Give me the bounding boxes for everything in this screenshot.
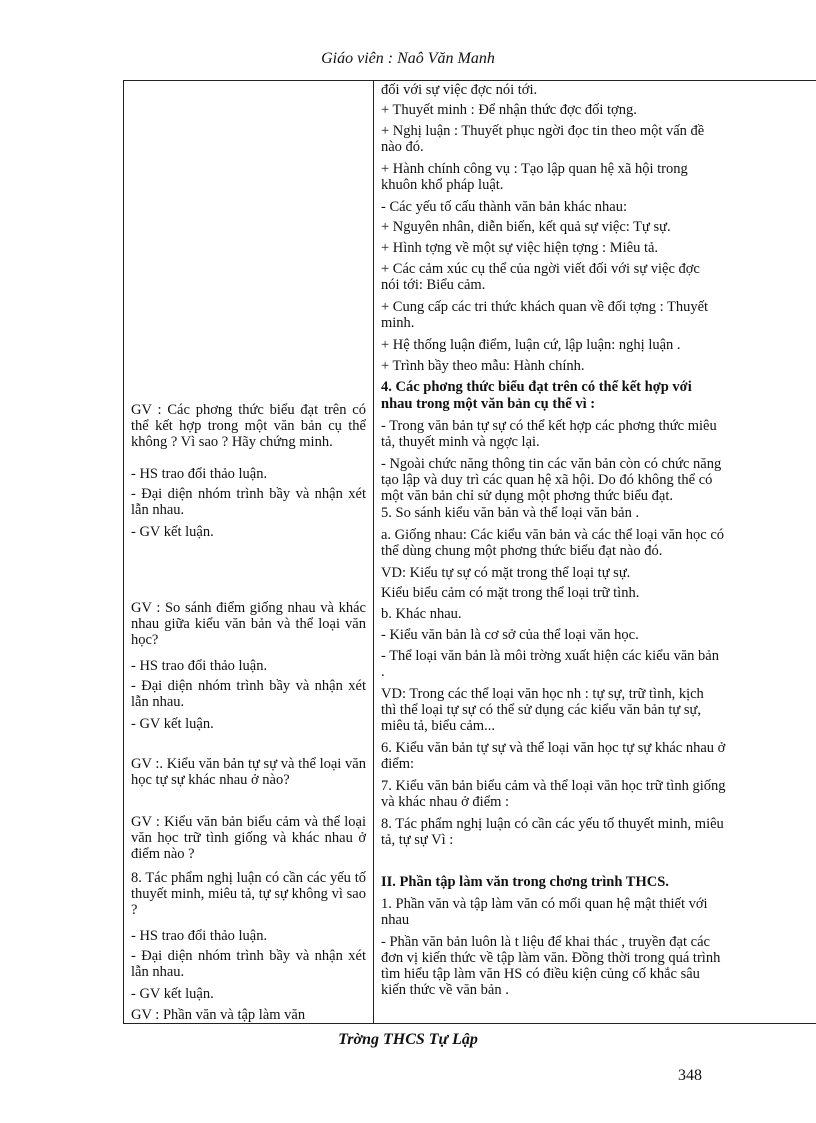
content-line: . bbox=[381, 664, 385, 680]
content-line: - Thể loại văn bản là môi trờng xuất hiện các kiểu văn bản bbox=[381, 648, 719, 664]
content-line: b. Khác nhau. bbox=[381, 606, 462, 622]
activity-paragraph: GV : Kiểu văn bản biểu cảm và thể loại văn học trữ tình giống và khác nhau ở điểm nào ? bbox=[131, 814, 366, 862]
content-line: tìm hiểu tập làm văn HS có điều kiện củng cố khắc sâu bbox=[381, 966, 700, 982]
activity-paragraph: GV : Các phơng thức biểu đạt trên có thể kết hợp trong một văn bản cụ thể không ? Vì sao ? Hãy chứng minh. bbox=[131, 402, 366, 450]
column-divider bbox=[373, 80, 374, 1024]
activity-paragraph: - HS trao đổi thảo luận. bbox=[131, 466, 268, 482]
content-line: đối với sự việc đợc nói tới. bbox=[381, 82, 538, 98]
content-line: kiến thức về văn bản . bbox=[381, 982, 509, 998]
content-line: 7. Kiểu văn bản biểu cảm và thể loại văn học trữ tình giống bbox=[381, 778, 726, 794]
activity-paragraph: - HS trao đổi thảo luận. bbox=[131, 928, 268, 944]
content-line: + Thuyết minh : Để nhận thức đợc đối tợng. bbox=[381, 102, 637, 118]
activity-paragraph: - GV kết luận. bbox=[131, 716, 214, 732]
content-line: a. Giống nhau: Các kiểu văn bản và các thể loại văn học có bbox=[381, 527, 725, 543]
content-line: VD: Kiểu tự sự có mặt trong thể loại tự sự. bbox=[381, 565, 631, 581]
content-line: nói tới: Biểu cảm. bbox=[381, 277, 486, 293]
content-line: thì thể loại tự sự có thể sử dụng các kiểu văn bản tự sự, bbox=[381, 702, 701, 718]
content-line: nhau bbox=[381, 912, 410, 928]
content-line: - Các yếu tố cấu thành văn bản khác nhau: bbox=[381, 199, 628, 215]
content-line: miêu tả, biểu cảm... bbox=[381, 718, 495, 734]
content-line: tạo lập và duy trì các quan hệ xã hội. Do đó không thể có bbox=[381, 472, 713, 488]
activity-paragraph: - Đại diện nhóm trình bầy và nhận xét lẫn nhau. bbox=[131, 948, 366, 980]
content-line: + Hình tợng về một sự việc hiện tợng : Miêu tả. bbox=[381, 240, 659, 256]
content-line: một văn bản chỉ sử dụng một phơng thức biểu đạt. bbox=[381, 488, 673, 504]
activity-paragraph: GV : So sánh điểm giống nhau và khác nhau giữa kiểu văn bản và thể loại văn học? bbox=[131, 600, 366, 648]
content-line: + Hệ thống luận điểm, luận cứ, lập luận: nghị luận . bbox=[381, 337, 681, 353]
lesson-content-column bbox=[381, 82, 816, 1022]
content-line: + Nghị luận : Thuyết phục ngời đọc tin theo một vấn đề bbox=[381, 123, 705, 139]
content-line: 8. Tác phẩm nghị luận có cần các yếu tố thuyết minh, miêu bbox=[381, 816, 724, 832]
content-line: nào đó. bbox=[381, 139, 424, 155]
content-line: + Nguyên nhân, diễn biến, kết quả sự việc: Tự sự. bbox=[381, 219, 671, 235]
content-line: 4. Các phơng thức biểu đạt trên có thể kết hợp với bbox=[381, 379, 692, 395]
activity-paragraph: - GV kết luận. bbox=[131, 524, 214, 540]
activity-paragraph: GV : Phần văn và tập làm văn bbox=[131, 1007, 306, 1022]
teacher-activity-column bbox=[131, 82, 366, 1022]
activity-paragraph: - GV kết luận. bbox=[131, 986, 214, 1002]
page-footer: Trờng THCS Tự Lập bbox=[338, 1031, 478, 1048]
activity-paragraph: - Đại diện nhóm trình bầy và nhận xét lẫn nhau. bbox=[131, 486, 366, 518]
content-line: Kiểu biểu cảm có mặt trong thể loại trữ tình. bbox=[381, 585, 640, 601]
content-line: + Trình bầy theo mẫu: Hành chính. bbox=[381, 358, 585, 374]
page-header: Giáo viên : Naô Văn Manh bbox=[321, 50, 495, 67]
content-line: thể dùng chung một phơng thức biểu đạt nào đó. bbox=[381, 543, 663, 559]
content-line: đơn vị kiến thức về tập làm văn. Đồng thời trong quá trình bbox=[381, 950, 721, 966]
content-line: - Phần văn bản luôn là t liệu để khai thác , truyền đạt các bbox=[381, 934, 710, 950]
content-line: tả, tự sự Vì : bbox=[381, 832, 454, 848]
activity-paragraph: 8. Tác phẩm nghị luận có cần các yếu tố thuyết minh, miêu tả, tự sự không vì sao ? bbox=[131, 870, 366, 918]
content-line: + Hành chính công vụ : Tạo lập quan hệ xã hội trong bbox=[381, 161, 688, 177]
content-line: tả, thuyết minh và ngợc lại. bbox=[381, 434, 540, 450]
activity-paragraph: - Đại diện nhóm trình bầy và nhận xét lẫn nhau. bbox=[131, 678, 366, 710]
content-line: 5. So sánh kiểu văn bản và thể loại văn bản . bbox=[381, 505, 640, 521]
content-line: 6. Kiểu văn bản tự sự và thể loại văn học tự sự khác nhau ở bbox=[381, 740, 726, 756]
content-line: và khác nhau ở điểm : bbox=[381, 794, 510, 810]
content-line: + Cung cấp các tri thức khách quan về đối tợng : Thuyết bbox=[381, 299, 709, 315]
content-line: VD: Trong các thể loại văn học nh : tự sự, trữ tình, kịch bbox=[381, 686, 704, 702]
content-line: - Kiểu văn bản là cơ sở của thể loại văn học. bbox=[381, 627, 639, 643]
content-line: + Các cảm xúc cụ thể của ngời viết đối với sự việc đợc bbox=[381, 261, 700, 277]
content-line: 1. Phần văn và tập làm văn có mối quan hệ mật thiết với bbox=[381, 896, 708, 912]
content-line: khuôn khổ pháp luật. bbox=[381, 177, 504, 193]
page-number: 348 bbox=[678, 1067, 702, 1084]
content-line: minh. bbox=[381, 315, 415, 331]
activity-paragraph: - HS trao đổi thảo luận. bbox=[131, 658, 268, 674]
content-line: điểm: bbox=[381, 756, 415, 772]
activity-paragraph: GV :. Kiểu văn bản tự sự và thể loại văn học tự sự khác nhau ở nào? bbox=[131, 756, 366, 788]
content-line: - Ngoài chức năng thông tin các văn bản còn có chức năng bbox=[381, 456, 722, 472]
content-line: - Trong văn bản tự sự có thể kết hợp các phơng thức miêu bbox=[381, 418, 717, 434]
content-line: II. Phần tập làm văn trong chơng trình THCS. bbox=[381, 874, 669, 890]
content-line: nhau trong một văn bản cụ thể vì : bbox=[381, 396, 596, 412]
